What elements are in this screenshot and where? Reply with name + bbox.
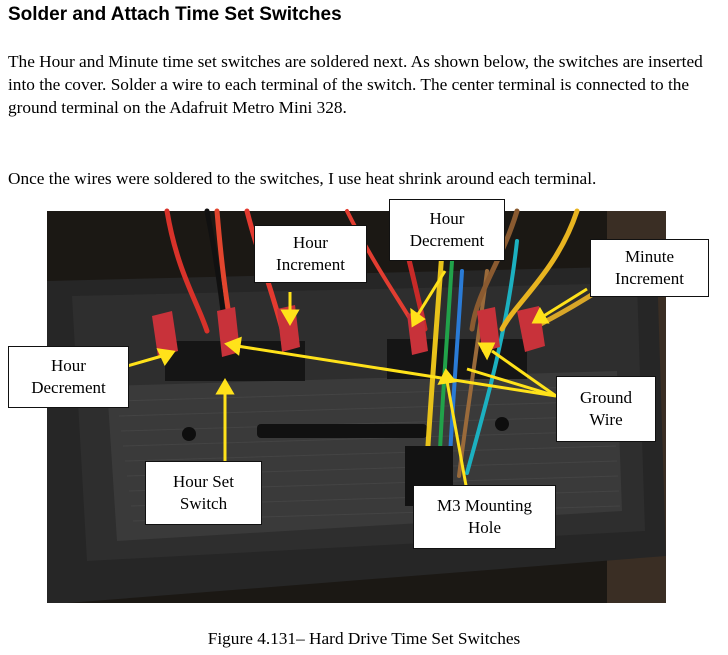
section-heading: Solder and Attach Time Set Switches — [8, 4, 342, 25]
callout-line: Hour — [51, 356, 86, 375]
callout-line: Switch — [179, 494, 228, 513]
callout-hour-decrement-left — [8, 346, 129, 408]
callout-line: Increment — [276, 255, 345, 274]
callout-line: Ground — [580, 388, 632, 407]
callout-line: Minute — [624, 247, 675, 266]
callout-line: Wire — [589, 410, 623, 429]
heat-shrink-paragraph: Once the wires were soldered to the switches, I use heat shrink around each terminal. — [8, 169, 597, 188]
callout-line: Hour — [293, 233, 328, 252]
callout-ground-wire — [556, 376, 656, 442]
callout-line: Hour Set — [173, 472, 234, 491]
callout-line: Hole — [467, 518, 502, 537]
callout-m3-mounting-hole — [413, 485, 556, 549]
callout-line: Decrement — [31, 378, 106, 397]
figure-caption: Figure 4.131– Hard Drive Time Set Switches — [207, 629, 521, 648]
callout-line: Hour — [429, 209, 465, 228]
callout-hour-increment — [254, 225, 367, 283]
callout-line: Decrement — [409, 231, 485, 250]
intro-paragraph: The Hour and Minute time set switches are soldered next. As shown below, the switches are inserted into the cover. Solder a wire to each terminal of the switch. The center terminal is connected to the ground terminal on the Adafruit Metro Mini 328. — [8, 52, 703, 117]
callout-line: Increment — [615, 269, 684, 288]
callout-line: M3 Mounting — [437, 496, 532, 515]
switch-assembly-photo — [31, 209, 684, 603]
callout-hour-set-switch — [145, 461, 262, 525]
callout-minute-increment — [590, 239, 709, 297]
callout-hour-decrement-top — [389, 199, 505, 261]
